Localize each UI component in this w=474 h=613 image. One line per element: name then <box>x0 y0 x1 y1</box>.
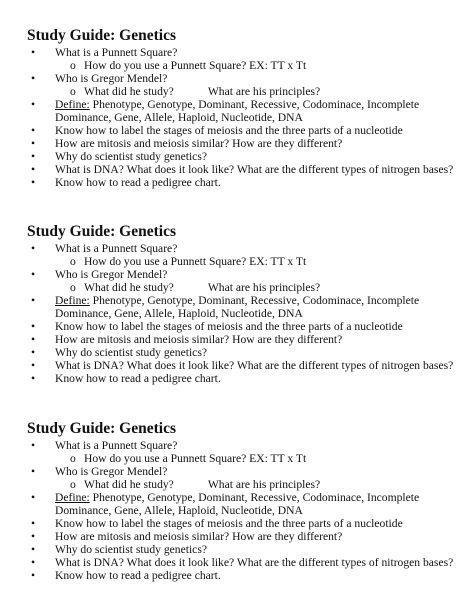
bullet-marker: • <box>31 439 36 452</box>
bullet-marker: • <box>31 333 36 346</box>
bullet-marker: • <box>31 320 36 333</box>
question-mendel-study: What did he study? What are his principles? <box>84 478 321 491</box>
question-pedigree: Know how to read a pedigree chart. <box>55 176 221 189</box>
question-meiosis-label: Know how to label the stages of meiosis and the three parts of a nucleotide <box>55 517 403 530</box>
bullet-marker: • <box>31 294 36 307</box>
question-why-genetics: Why do scientist study genetics? <box>55 346 207 359</box>
bullet-marker: • <box>31 163 36 176</box>
bullet-marker: • <box>31 268 36 281</box>
bullet-marker: • <box>31 150 36 163</box>
sub-bullet-marker: o <box>70 281 76 294</box>
guide-title: Study Guide: Genetics <box>27 27 176 44</box>
question-punnett-use: How do you use a Punnett Square? EX: TT x Tt <box>84 59 307 72</box>
bullet-marker: • <box>31 491 36 504</box>
sub-bullet-marker: o <box>70 85 76 98</box>
question-dna: What is DNA? What does it look like? What are the different types of nitrogen bases? <box>55 359 454 372</box>
bullet-marker: • <box>31 242 36 255</box>
question-pedigree: Know how to read a pedigree chart. <box>55 569 221 582</box>
question-mendel: Who is Gregor Mendel? <box>55 465 168 478</box>
question-mendel-study: What did he study? What are his principles? <box>84 85 321 98</box>
define-label: Define: <box>55 491 90 504</box>
define-terms-line1: Define: Phenotype, Genotype, Dominant, Recessive, Codominace, Incomplete <box>55 294 420 307</box>
question-dna: What is DNA? What does it look like? What are the different types of nitrogen bases? <box>55 163 454 176</box>
question-mitosis-meiosis: How are mitosis and meiosis similar? How are they different? <box>55 530 343 543</box>
sub-bullet-marker: o <box>70 59 76 72</box>
bullet-marker: • <box>31 543 36 556</box>
question-punnett: What is a Punnett Square? <box>55 46 178 59</box>
question-punnett: What is a Punnett Square? <box>55 242 178 255</box>
bullet-marker: • <box>31 465 36 478</box>
define-label: Define: <box>55 294 90 307</box>
question-mitosis-meiosis: How are mitosis and meiosis similar? How are they different? <box>55 333 343 346</box>
question-mendel: Who is Gregor Mendel? <box>55 268 168 281</box>
bullet-marker: • <box>31 530 36 543</box>
bullet-marker: • <box>31 124 36 137</box>
question-meiosis-label: Know how to label the stages of meiosis and the three parts of a nucleotide <box>55 124 403 137</box>
question-meiosis-label: Know how to label the stages of meiosis and the three parts of a nucleotide <box>55 320 403 333</box>
define-terms-line2: Dominance, Gene, Allele, Haploid, Nucleotide, DNA <box>55 504 303 517</box>
question-mendel: Who is Gregor Mendel? <box>55 72 168 85</box>
define-terms-line2: Dominance, Gene, Allele, Haploid, Nucleotide, DNA <box>55 111 303 124</box>
bullet-marker: • <box>31 176 36 189</box>
question-pedigree: Know how to read a pedigree chart. <box>55 372 221 385</box>
sub-bullet-marker: o <box>70 255 76 268</box>
bullet-marker: • <box>31 517 36 530</box>
define-terms-line1: Define: Phenotype, Genotype, Dominant, Recessive, Codominace, Incomplete <box>55 98 420 111</box>
guide-title: Study Guide: Genetics <box>27 223 176 240</box>
question-punnett: What is a Punnett Square? <box>55 439 178 452</box>
question-mendel-principles: What are his principles? <box>207 478 321 491</box>
define-terms-line1: Define: Phenotype, Genotype, Dominant, Recessive, Codominace, Incomplete <box>55 491 420 504</box>
bullet-marker: • <box>31 359 36 372</box>
guide-title: Study Guide: Genetics <box>27 420 176 437</box>
define-label: Define: <box>55 98 90 111</box>
bullet-marker: • <box>31 98 36 111</box>
question-why-genetics: Why do scientist study genetics? <box>55 150 207 163</box>
bullet-marker: • <box>31 46 36 59</box>
bullet-marker: • <box>31 556 36 569</box>
question-mendel-study: What did he study? What are his principles? <box>84 281 321 294</box>
bullet-marker: • <box>31 137 36 150</box>
question-mitosis-meiosis: How are mitosis and meiosis similar? How are they different? <box>55 137 343 150</box>
question-punnett-use: How do you use a Punnett Square? EX: TT x Tt <box>84 255 307 268</box>
bullet-marker: • <box>31 372 36 385</box>
sub-bullet-marker: o <box>70 478 76 491</box>
question-mendel-principles: What are his principles? <box>207 85 321 98</box>
question-mendel-principles: What are his principles? <box>207 281 321 294</box>
sub-bullet-marker: o <box>70 452 76 465</box>
question-dna: What is DNA? What does it look like? What are the different types of nitrogen bases? <box>55 556 454 569</box>
bullet-marker: • <box>31 346 36 359</box>
question-why-genetics: Why do scientist study genetics? <box>55 543 207 556</box>
define-terms-line2: Dominance, Gene, Allele, Haploid, Nucleotide, DNA <box>55 307 303 320</box>
bullet-marker: • <box>31 569 36 582</box>
question-punnett-use: How do you use a Punnett Square? EX: TT x Tt <box>84 452 307 465</box>
bullet-marker: • <box>31 72 36 85</box>
